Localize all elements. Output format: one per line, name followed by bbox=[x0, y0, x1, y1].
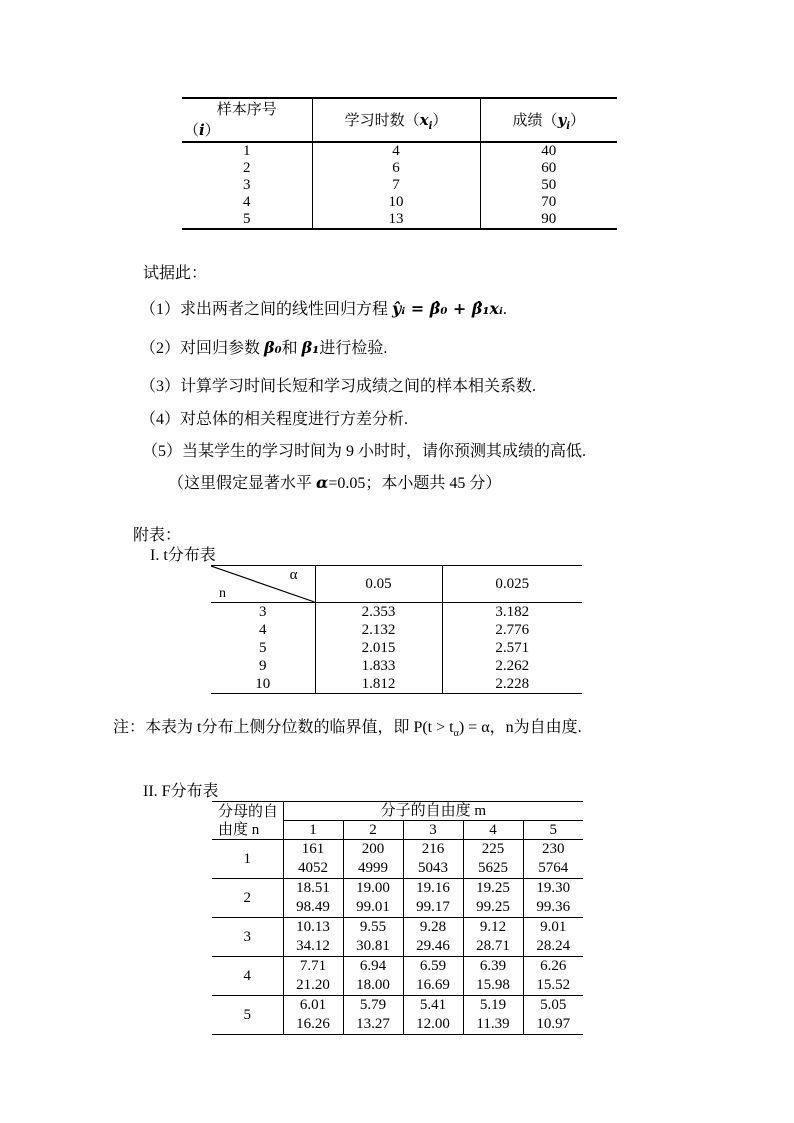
f-value-upper: 9.01 bbox=[540, 919, 567, 935]
cell-index: 5 bbox=[243, 211, 251, 227]
t-alpha-subscript: α bbox=[453, 728, 459, 740]
f-value-lower: 28.24 bbox=[536, 938, 571, 954]
cell-score: 90 bbox=[480, 211, 617, 229]
note-post: ) = α，n为自由度. bbox=[458, 719, 582, 736]
f-value-lower: 16.26 bbox=[296, 1016, 330, 1032]
appendix-label: 附表： bbox=[133, 527, 182, 544]
f-value-lower: 13.27 bbox=[356, 1016, 390, 1032]
denominator-df-header: 分母的自由度 n bbox=[212, 802, 283, 840]
f-value-lower: 21.20 bbox=[296, 977, 330, 993]
problem-item-1 bbox=[140, 299, 507, 320]
problem-item-5: （5）当某学生的学习时间为 9 小时时，请你预测其成绩的高低. bbox=[142, 443, 587, 460]
numerator-df-header: 分子的自由度 m bbox=[283, 802, 583, 821]
cell-index: 1 bbox=[243, 143, 251, 159]
var-x-subscript: i bbox=[428, 120, 433, 132]
cell-f bbox=[463, 996, 523, 1035]
table-row bbox=[211, 675, 582, 694]
f-value-lower: 15.98 bbox=[476, 977, 510, 993]
f-value-upper: 6.26 bbox=[540, 958, 567, 974]
problem-item-2 bbox=[140, 338, 387, 359]
item-1-text: （1）求出两者之间的线性回归方程 bbox=[140, 301, 393, 318]
f-value-lower: 99.25 bbox=[476, 899, 510, 915]
var-y bbox=[557, 110, 571, 132]
sample-data-table bbox=[182, 97, 617, 230]
cell-hours: 6 bbox=[312, 160, 480, 177]
f-value-upper: 9.12 bbox=[479, 919, 507, 935]
sample-table-container bbox=[182, 97, 617, 230]
problem-intro: 试据此： bbox=[143, 265, 208, 282]
f-value-upper: 9.55 bbox=[359, 919, 387, 935]
t-table-header-row bbox=[211, 566, 582, 603]
cell-n: 5 bbox=[212, 996, 283, 1035]
f-value-lower: 15.52 bbox=[536, 977, 571, 993]
paren-open: （ bbox=[184, 122, 200, 139]
f-value-upper: 19.25 bbox=[476, 880, 510, 896]
diagonal-header-cell bbox=[211, 566, 315, 603]
f-value-upper: 200 bbox=[361, 841, 385, 857]
cell-f bbox=[283, 918, 343, 957]
table-row bbox=[182, 194, 617, 211]
alpha-column-005: 0.05 bbox=[315, 566, 442, 603]
beta1-symbol: β₁ bbox=[301, 338, 320, 357]
f-value-upper: 6.94 bbox=[359, 958, 387, 974]
diagonal-divider bbox=[211, 566, 315, 602]
cell-t0025: 2.571 bbox=[442, 639, 582, 657]
table-row bbox=[182, 177, 617, 194]
cell-score: 40 bbox=[480, 142, 617, 160]
f-distribution-table bbox=[212, 801, 583, 1035]
f-value-lower: 4052 bbox=[298, 860, 328, 876]
t-table-title: I. t分布表 bbox=[150, 547, 216, 564]
f-value-upper: 5.41 bbox=[419, 997, 447, 1013]
problem-item-3: （3）计算学习时间长短和学习成绩之间的样本相关系数. bbox=[140, 378, 537, 395]
cell-score: 70 bbox=[480, 194, 617, 211]
paren-close: ） bbox=[204, 122, 220, 139]
beta0-symbol: β₀ bbox=[264, 338, 282, 357]
t-table-note bbox=[113, 718, 582, 744]
table-row bbox=[182, 211, 617, 229]
cell-n: 9 bbox=[259, 658, 267, 674]
cell-hours: 10 bbox=[312, 194, 480, 211]
cell-f bbox=[283, 996, 343, 1035]
paren-close: ） bbox=[570, 112, 586, 129]
var-i: i bbox=[199, 120, 205, 139]
cell-f bbox=[403, 918, 463, 957]
n-header-label: n bbox=[219, 586, 226, 601]
m-column-4: 4 bbox=[463, 821, 523, 840]
table-row bbox=[211, 639, 582, 657]
f-value-lower: 11.39 bbox=[476, 1016, 510, 1032]
cell-f bbox=[403, 996, 463, 1035]
cell-f bbox=[403, 840, 463, 879]
cell-index: 2 bbox=[243, 160, 251, 176]
item-1-end: . bbox=[502, 301, 507, 318]
cell-f bbox=[343, 879, 403, 918]
header-study-hours-label: 学习时数（ bbox=[344, 112, 420, 129]
cell-t0025: 2.262 bbox=[442, 657, 582, 675]
f-value-upper: 19.00 bbox=[356, 880, 390, 896]
f-value-lower: 99.01 bbox=[356, 899, 390, 915]
cell-f bbox=[343, 957, 403, 996]
header-study-hours bbox=[312, 98, 480, 142]
table-row bbox=[212, 957, 583, 996]
header-score bbox=[480, 98, 617, 142]
table-row bbox=[212, 996, 583, 1035]
assumption-note bbox=[168, 473, 501, 494]
var-x bbox=[419, 110, 433, 132]
assumption-pre: （这里假定显著水平 bbox=[168, 475, 317, 492]
sample-table-header-row bbox=[182, 98, 617, 142]
table-row bbox=[211, 621, 582, 639]
f-value-lower: 99.17 bbox=[416, 899, 450, 915]
problem-item-4: （4）对总体的相关程度进行方差分析. bbox=[140, 411, 409, 428]
f-value-upper: 161 bbox=[301, 841, 325, 857]
cell-t005: 1.812 bbox=[315, 675, 442, 694]
cell-t005: 2.132 bbox=[315, 621, 442, 639]
f-value-lower: 98.49 bbox=[296, 899, 330, 915]
table-row bbox=[212, 879, 583, 918]
assumption-post: =0.05；本小题共 45 分） bbox=[328, 475, 502, 492]
cell-n: 3 bbox=[259, 604, 267, 620]
cell-f bbox=[283, 840, 343, 879]
t-distribution-table bbox=[211, 565, 582, 694]
cell-t0025: 2.228 bbox=[442, 675, 582, 694]
f-value-lower: 29.46 bbox=[416, 938, 450, 954]
item-2-end: 进行检验. bbox=[319, 340, 388, 357]
header-sample-index-symbol bbox=[182, 121, 312, 141]
f-value-lower: 30.81 bbox=[356, 938, 390, 954]
cell-hours: 13 bbox=[312, 211, 480, 229]
alpha-symbol: α bbox=[316, 473, 329, 492]
table-row bbox=[211, 603, 582, 622]
cell-index: 4 bbox=[243, 194, 251, 210]
alpha-header-label: α bbox=[289, 567, 298, 583]
cell-n: 1 bbox=[212, 840, 283, 879]
f-value-lower: 99.36 bbox=[536, 899, 571, 915]
f-value-upper: 6.01 bbox=[299, 997, 327, 1013]
f-value-upper: 5.19 bbox=[479, 997, 507, 1013]
header-sample-index bbox=[182, 98, 312, 142]
cell-t005: 2.015 bbox=[315, 639, 442, 657]
f-value-upper: 10.13 bbox=[296, 919, 330, 935]
cell-f bbox=[523, 957, 583, 996]
table-row bbox=[211, 657, 582, 675]
header-sample-index-label: 样本序号 bbox=[216, 101, 277, 118]
f-table-header-row-1 bbox=[212, 802, 583, 821]
cell-f bbox=[403, 879, 463, 918]
cell-n: 4 bbox=[212, 957, 283, 996]
item-2-text: （2）对回归参数 bbox=[140, 340, 265, 357]
f-value-upper: 216 bbox=[421, 841, 445, 857]
f-value-lower: 12.00 bbox=[416, 1016, 450, 1032]
var-y-subscript: i bbox=[566, 120, 571, 132]
cell-f bbox=[463, 840, 523, 879]
f-value-upper: 6.39 bbox=[479, 958, 507, 974]
cell-n: 10 bbox=[255, 676, 271, 692]
cell-t005: 1.833 bbox=[315, 657, 442, 675]
cell-f bbox=[343, 996, 403, 1035]
f-value-lower: 34.12 bbox=[296, 938, 330, 954]
header-score-label: 成绩（ bbox=[512, 112, 558, 129]
m-column-5: 5 bbox=[523, 821, 583, 840]
cell-score: 60 bbox=[480, 160, 617, 177]
cell-f bbox=[403, 957, 463, 996]
alpha-column-0025: 0.025 bbox=[442, 566, 582, 603]
f-value-upper: 6.59 bbox=[419, 958, 447, 974]
note-pre: 注：本表为 t分布上侧分位数的临界值，即 P(t > t bbox=[113, 719, 454, 736]
paren-close: ） bbox=[432, 112, 448, 129]
f-value-lower: 5625 bbox=[478, 860, 508, 876]
cell-n: 5 bbox=[259, 640, 267, 656]
f-value-upper: 230 bbox=[542, 841, 565, 857]
f-value-lower: 5764 bbox=[538, 860, 569, 876]
table-row bbox=[182, 160, 617, 177]
cell-f bbox=[463, 957, 523, 996]
cell-f bbox=[283, 957, 343, 996]
cell-hours: 4 bbox=[312, 142, 480, 160]
cell-f bbox=[463, 918, 523, 957]
m-column-3: 3 bbox=[403, 821, 463, 840]
cell-n: 4 bbox=[259, 622, 267, 638]
cell-index: 3 bbox=[243, 177, 251, 193]
cell-f bbox=[343, 918, 403, 957]
cell-t0025: 3.182 bbox=[442, 603, 582, 622]
m-column-2: 2 bbox=[343, 821, 403, 840]
cell-f bbox=[283, 879, 343, 918]
f-value-lower: 10.97 bbox=[536, 1016, 571, 1032]
t-table-container bbox=[211, 565, 582, 694]
cell-hours: 7 bbox=[312, 177, 480, 194]
f-value-lower: 18.00 bbox=[356, 977, 390, 993]
var-x-symbol: x bbox=[419, 110, 429, 129]
f-value-upper: 9.28 bbox=[419, 919, 447, 935]
cell-f bbox=[523, 918, 583, 957]
cell-n: 2 bbox=[212, 879, 283, 918]
m-column-1: 1 bbox=[283, 821, 343, 840]
f-value-lower: 5043 bbox=[418, 860, 448, 876]
f-value-upper: 19.16 bbox=[416, 880, 450, 896]
cell-f bbox=[523, 840, 583, 879]
table-row bbox=[212, 918, 583, 957]
cell-f bbox=[463, 879, 523, 918]
cell-score: 50 bbox=[480, 177, 617, 194]
f-table-title: II. F分布表 bbox=[143, 783, 219, 800]
f-value-upper: 5.79 bbox=[359, 997, 387, 1013]
f-value-lower: 16.69 bbox=[416, 977, 450, 993]
f-value-lower: 28.71 bbox=[476, 938, 510, 954]
f-value-upper: 18.51 bbox=[296, 880, 330, 896]
f-value-upper: 225 bbox=[481, 841, 505, 857]
f-value-upper: 5.05 bbox=[540, 997, 567, 1013]
f-value-upper: 19.30 bbox=[536, 880, 571, 896]
f-table-container bbox=[212, 801, 583, 1035]
table-row bbox=[212, 840, 583, 879]
cell-f bbox=[523, 879, 583, 918]
f-value-lower: 4999 bbox=[358, 860, 388, 876]
table-row bbox=[182, 142, 617, 160]
cell-n: 3 bbox=[212, 918, 283, 957]
var-y-symbol: y bbox=[557, 110, 567, 129]
regression-equation: ŷᵢ = β̂₀ + β̂₁xᵢ bbox=[392, 299, 503, 318]
cell-t005: 2.353 bbox=[315, 603, 442, 622]
cell-t0025: 2.776 bbox=[442, 621, 582, 639]
f-value-upper: 7.71 bbox=[299, 958, 327, 974]
item-2-mid: 和 bbox=[281, 340, 302, 357]
cell-f bbox=[523, 996, 583, 1035]
cell-f bbox=[343, 840, 403, 879]
